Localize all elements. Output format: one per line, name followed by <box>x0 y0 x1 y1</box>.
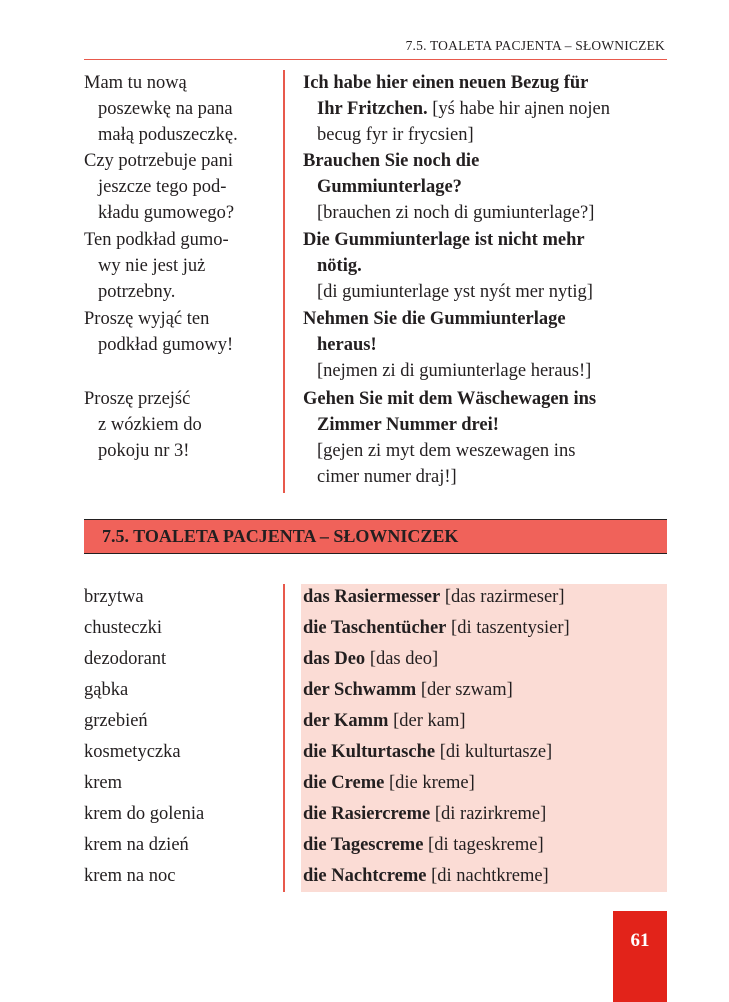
polish-line: z wózkiem do <box>98 415 202 435</box>
running-head: 7.5. TOALETA PACJENTA – SŁOWNICZEK <box>405 38 665 53</box>
polish-phrase <box>84 148 284 226</box>
german-line: Die Gummiunterlage ist nicht mehr <box>303 230 585 250</box>
vocab-german: der Schwamm <box>303 680 417 700</box>
polish-line: potrzebny. <box>98 282 176 302</box>
polish-line: jeszcze tego pod- <box>98 177 227 197</box>
vocab-polish: krem do golenia <box>84 804 205 824</box>
phrase-pair <box>0 306 729 386</box>
polish-line: Mam tu nową <box>84 73 187 93</box>
page-number-tab <box>613 911 667 1002</box>
german-line: Gummiunterlage? <box>317 177 462 197</box>
vocab-pronunciation: [di nachtkreme] <box>431 866 549 886</box>
vocab-pronunciation: [das razirmeser] <box>444 587 565 607</box>
vocab-pronunciation: [di razirkreme] <box>434 804 547 824</box>
polish-line: Ten podkład gumo- <box>84 230 229 250</box>
vocab-polish: krem <box>84 773 123 793</box>
vocab-german: die Nachtcreme <box>303 866 427 886</box>
german-line: Nehmen Sie die Gummiunterlage <box>303 309 566 329</box>
vocab-pronunciation: [di tageskreme] <box>428 835 544 855</box>
german-line: Brauchen Sie noch die <box>303 151 480 171</box>
vocab-polish: kosmetyczka <box>84 742 181 762</box>
vocab-polish: krem na dzień <box>84 835 189 855</box>
vocab-row <box>0 677 729 708</box>
german-line: nötig. <box>317 256 362 276</box>
vocab-pronunciation: [di kulturtasze] <box>439 742 553 762</box>
german-line: Ihr Fritzchen. <box>317 99 428 119</box>
polish-line: Proszę wyjąć ten <box>84 309 210 329</box>
vocab-polish: grzebień <box>84 711 148 731</box>
vocab-row <box>0 584 729 615</box>
pronunciation: cimer numer draj!] <box>317 467 457 487</box>
phrase-list <box>0 70 729 490</box>
vocab-german: die Taschentücher <box>303 618 447 638</box>
vocab-pronunciation: [der kam] <box>393 711 466 731</box>
vocab-row <box>0 739 729 770</box>
phrase-pair <box>0 386 729 490</box>
vocab-polish: gąbka <box>84 680 129 700</box>
german-line: heraus! <box>317 335 377 355</box>
vocab-row <box>0 832 729 863</box>
vocab-german: die Kulturtasche <box>303 742 436 762</box>
polish-line: małą poduszeczkę. <box>98 125 238 145</box>
polish-phrase <box>84 306 284 358</box>
german-phrase <box>303 386 673 490</box>
polish-line: poszewkę na pana <box>98 99 233 119</box>
vocabulary-list <box>0 584 729 894</box>
phrase-pair <box>0 148 729 227</box>
vocab-pronunciation: [die kreme] <box>388 773 475 793</box>
section-heading <box>84 519 667 554</box>
polish-line: kładu gumowego? <box>98 203 235 223</box>
vocab-german: der Kamm <box>303 711 389 731</box>
german-line: Gehen Sie mit dem Wäschewagen ins <box>303 389 597 409</box>
vocab-german: das Rasiermesser <box>303 587 441 607</box>
polish-line: pokoju nr 3! <box>98 441 190 461</box>
phrase-pair <box>0 70 729 148</box>
pronunciation: [brauchen zi noch di gumiunterlage?] <box>317 203 595 223</box>
vocab-row <box>0 646 729 677</box>
vocab-pronunciation: [der szwam] <box>420 680 513 700</box>
pronunciation: [di gumiunterlage yst nyśt mer nytig] <box>317 282 593 302</box>
phrase-pair <box>0 227 729 306</box>
vocab-german: die Rasiercreme <box>303 804 431 824</box>
vocab-polish: krem na noc <box>84 866 176 886</box>
section-title: 7.5. TOALETA PACJENTA – SŁOWNICZEK <box>102 526 459 546</box>
page-number: 61 <box>630 930 650 951</box>
vocab-polish: chusteczki <box>84 618 163 638</box>
german-phrase <box>303 227 673 305</box>
polish-phrase <box>84 386 284 464</box>
pronunciation: [yś habe hir ajnen nojen <box>427 99 611 119</box>
vocab-pronunciation: [das deo] <box>369 649 439 669</box>
polish-line: Proszę przejść <box>84 389 191 409</box>
german-line: Ich habe hier einen neuen Bezug für <box>303 73 589 93</box>
polish-phrase <box>84 227 284 305</box>
vocab-pronunciation: [di taszentysier] <box>451 618 570 638</box>
german-phrase <box>303 70 673 148</box>
vocab-polish: dezodorant <box>84 649 167 669</box>
german-line: Zimmer Nummer drei! <box>317 415 499 435</box>
vocab-german: die Tagescreme <box>303 835 424 855</box>
german-phrase <box>303 306 673 384</box>
polish-line: wy nie jest już <box>98 256 206 276</box>
vocab-row <box>0 770 729 801</box>
vocab-row <box>0 863 729 894</box>
vocab-german: das Deo <box>303 649 366 669</box>
vocab-polish: brzytwa <box>84 587 144 607</box>
pronunciation: [gejen zi myt dem weszewagen ins <box>317 441 576 461</box>
pronunciation: becug fyr ir frycsien] <box>317 125 474 145</box>
polish-phrase <box>84 70 284 148</box>
vocab-german: die Creme <box>303 773 385 793</box>
vocab-row <box>0 801 729 832</box>
header-rule <box>84 59 667 60</box>
pronunciation: [nejmen zi di gumiunterlage heraus!] <box>317 361 592 381</box>
vocab-row <box>0 708 729 739</box>
polish-line: podkład gumowy! <box>98 335 234 355</box>
german-phrase <box>303 148 673 226</box>
vocab-row <box>0 615 729 646</box>
polish-line: Czy potrzebuje pani <box>84 151 233 171</box>
